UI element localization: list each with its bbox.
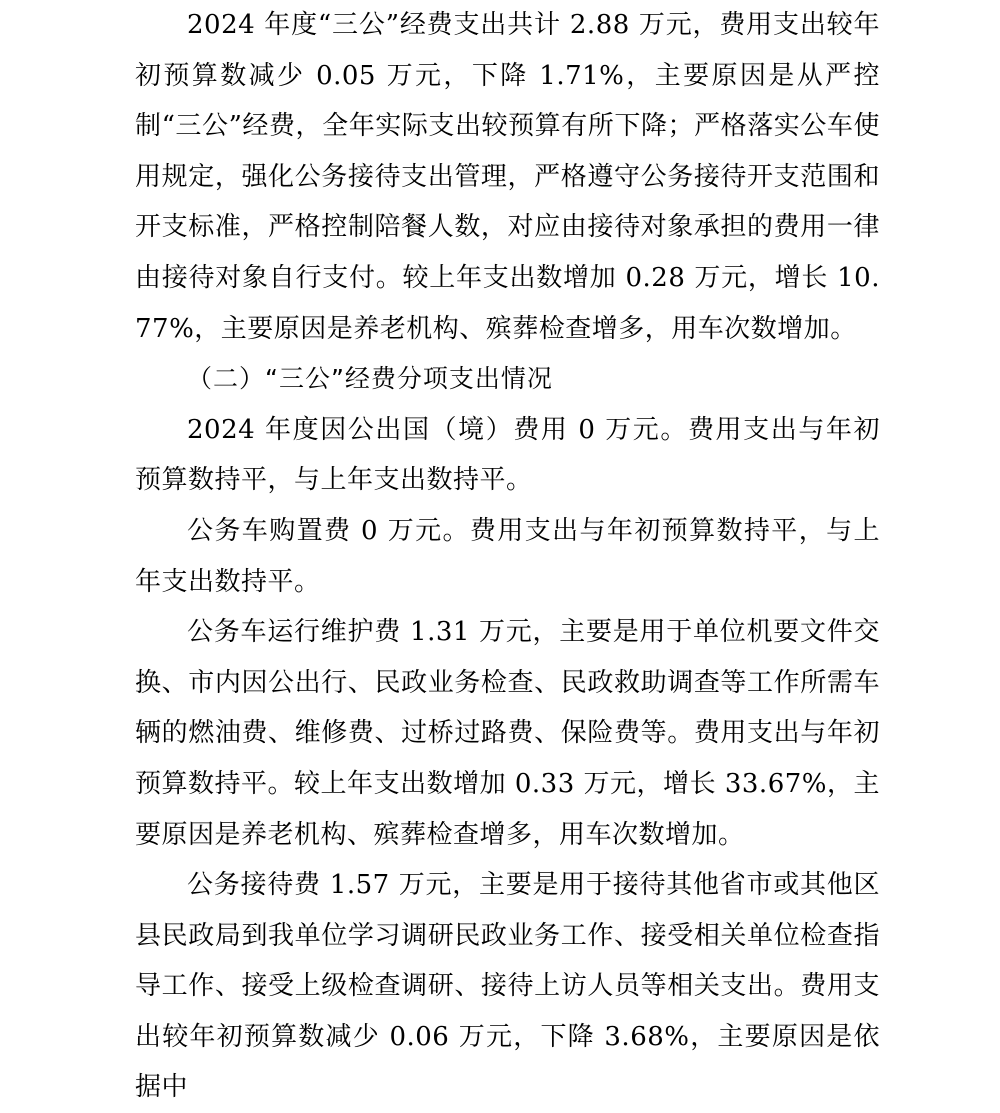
paragraph-sangong-total: 2024 年度“三公”经费支出共计 2.88 万元，费用支出较年初预算数减少 0.05 万元，下降 1.71%，主要原因是从严控制“三公”经费，全年实际支出较预算有所下降；严格落实公车使用规定，强化公务接待支出管理，严格遵守公务接待开支范围和开支标准，严格控制陪餐人数，对应由接待对象承担的费用一律由接待对象自行支付。较上年支出数增加 0.28 万元，增长 10.77%，主要原因是养老机构、殡葬检查增多，用车次数增加。 (135, 10, 880, 344)
paragraph-vehicle-operation: 公务车运行维护费 1.31 万元，主要是用于单位机要文件交换、市内因公出行、民政业务检查、民政救助调查等工作所需车辆的燃油费、维修费、过桥过路费、保险费等。费用支出与年初预算数持平。较上年支出数增加 0.33 万元，增长 33.67%，主要原因是养老机构、殡葬检查增多，用车次数增加。 (135, 617, 880, 850)
document-page (135, 0, 880, 1113)
section-heading-sangong-breakdown: （二）“三公”经费分项支出情况 (187, 364, 553, 394)
paragraph-official-reception: 公务接待费 1.57 万元，主要是用于接待其他省市或其他区县民政局到我单位学习调研民政业务工作、接受相关单位检查指导工作、接受上级检查调研、接待上访人员等相关支出。费用支出较年初预算数减少 0.06 万元，下降 3.68%，主要原因是依据中 (135, 870, 880, 1103)
paragraph-overseas-travel: 2024 年度因公出国（境）费用 0 万元。费用支出与年初预算数持平，与上年支出数持平。 (135, 414, 880, 496)
paragraph-vehicle-purchase: 公务车购置费 0 万元。费用支出与年初预算数持平，与上年支出数持平。 (135, 515, 880, 597)
